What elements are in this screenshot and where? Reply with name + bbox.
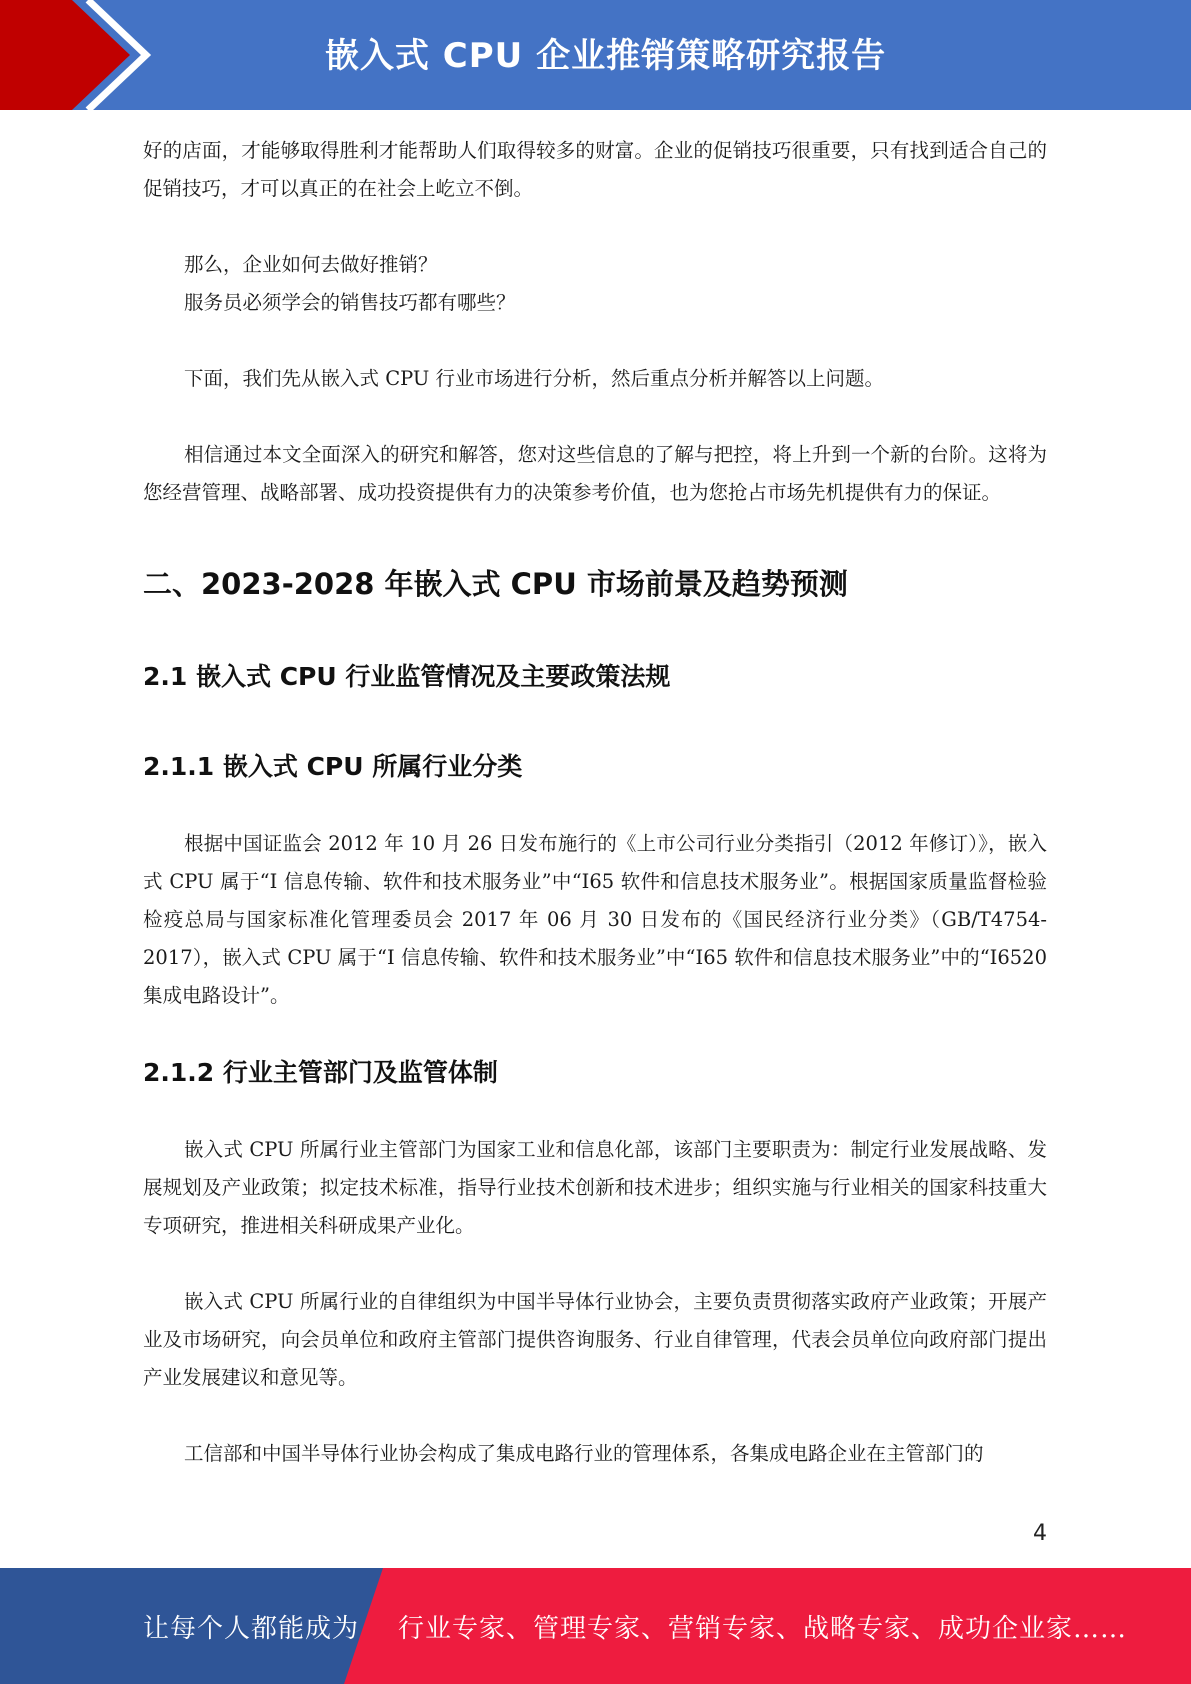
paragraph: 工信部和中国半导体行业协会构成了集成电路行业的管理体系，各集成电路企业在主管部门的 [184,1442,984,1465]
subsubsection-heading: 2.1.1 嵌入式 CPU 所属行业分类 [143,752,523,781]
page-header [0,0,1191,110]
subsubsection-heading: 2.1.2 行业主管部门及监管体制 [143,1058,498,1087]
section-heading: 二、2023-2028 年嵌入式 CPU 市场前景及趋势预测 [143,567,848,601]
question-line: 服务员必须学会的销售技巧都有哪些？ [184,291,516,314]
header-title: 嵌入式 CPU 企业推销策略研究报告 [324,36,887,76]
paragraph: 下面，我们先从嵌入式 CPU 行业市场进行分析，然后重点分析并解答以上问题。 [184,367,885,390]
page-number: 4 [1033,1521,1047,1546]
page-footer [0,1568,1191,1684]
paragraph: 根据中国证监会 2012 年 10 月 26 日发布施行的《上市公司行业分类指引（2012 年修订）》，嵌入式 CPU 属于“I 信息传输、软件和技术服务业”中“I65 软件和信息技术服务业”。根据国家质量监督检验检疫总局与国家标准化管理委员会 2017 年 06 月 30 日发布的《国民经济行业分类》（GB/T4754-2017），嵌入式 CPU 属于“I 信息传输、软件和技术服务业”中“I65 软件和信息技术服务业”中的“I6520 集成电路设计”。 [143,832,1047,1007]
document-body [143,132,1047,1473]
paragraph: 好的店面，才能够取得胜利才能帮助人们取得较多的财富。企业的促销技巧很重要，只有找到适合自己的促销技巧，才可以真正的在社会上屹立不倒。 [143,139,1047,200]
footer-slogan-left: 让每个人都能成为 [143,1614,360,1644]
footer-slogan-right: 行业专家、管理专家、营销专家、战略专家、成功企业家…… [398,1614,1128,1644]
paragraph: 嵌入式 CPU 所属行业主管部门为国家工业和信息化部，该部门主要职责为：制定行业发展战略、发展规划及产业政策；拟定技术标准，指导行业技术创新和技术进步；组织实施与行业相关的国家科技重大专项研究，推进相关科研成果产业化。 [143,1138,1047,1237]
subsection-heading: 2.1 嵌入式 CPU 行业监管情况及主要政策法规 [143,662,671,691]
paragraph: 嵌入式 CPU 所属行业的自律组织为中国半导体行业协会，主要负责贯彻落实政府产业政策；开展产业及市场研究，向会员单位和政府主管部门提供咨询服务、行业自律管理，代表会员单位向政府部门提出产业发展建议和意见等。 [143,1290,1047,1389]
question-line: 那么，企业如何去做好推销？ [184,253,438,276]
paragraph: 相信通过本文全面深入的研究和解答，您对这些信息的了解与把控，将上升到一个新的台阶。这将为您经营管理、战略部署、成功投资提供有力的决策参考价值，也为您抢占市场先机提供有力的保证。 [143,443,1047,504]
